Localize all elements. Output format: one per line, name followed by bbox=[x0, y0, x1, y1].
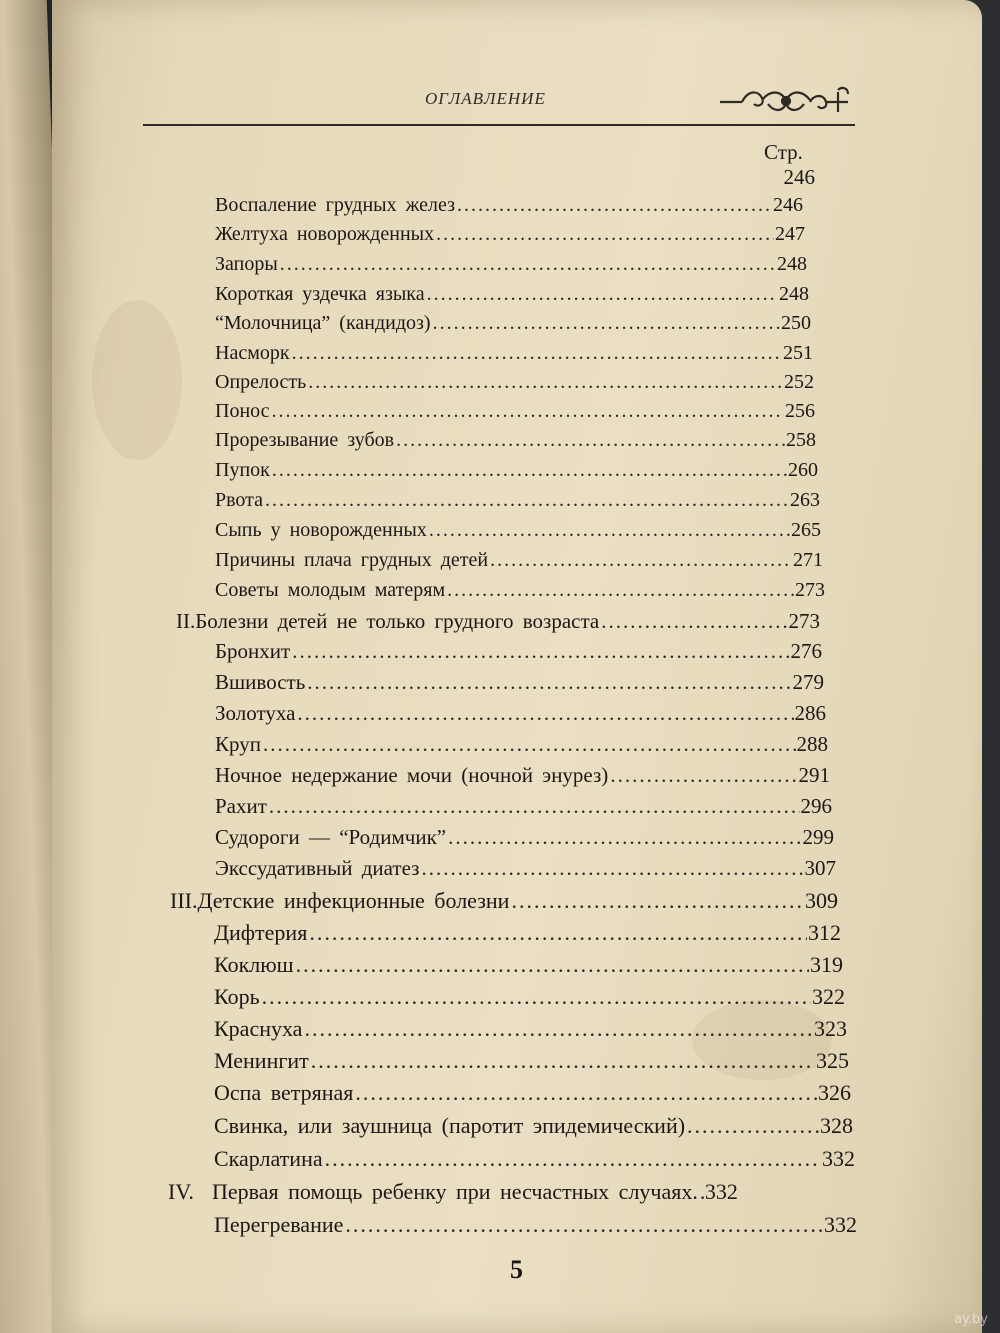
toc-entry bbox=[214, 1080, 851, 1106]
entry-page: 273 bbox=[788, 609, 820, 633]
dot-leader bbox=[269, 794, 800, 819]
entry-title: Золотуха bbox=[215, 701, 296, 725]
toc-entry bbox=[214, 1048, 849, 1074]
dot-leader bbox=[427, 283, 778, 306]
dot-leader bbox=[396, 429, 785, 452]
toc-entry bbox=[215, 519, 821, 542]
entry-title: Советы молодым матерям bbox=[215, 579, 446, 601]
toc-entry bbox=[215, 459, 818, 482]
entry-title: Перегревание bbox=[214, 1212, 344, 1237]
toc-entry bbox=[215, 371, 814, 394]
entry-title: Дифтерия bbox=[214, 920, 308, 945]
dot-leader bbox=[309, 920, 807, 946]
toc-entry bbox=[215, 400, 815, 423]
toc-entry bbox=[215, 283, 809, 306]
toc-entry bbox=[215, 489, 820, 512]
dot-leader bbox=[292, 639, 789, 664]
toc-entry bbox=[215, 701, 826, 726]
dot-leader bbox=[355, 1080, 817, 1106]
dot-leader bbox=[272, 459, 787, 482]
entry-title: Скарлатина bbox=[214, 1146, 323, 1171]
header-title: ОГЛАВЛЕНИЕ bbox=[425, 89, 546, 108]
entry-page: 299 bbox=[802, 825, 834, 849]
dot-leader bbox=[448, 825, 801, 850]
entry-title: Запоры bbox=[215, 253, 278, 275]
dot-leader bbox=[307, 670, 791, 695]
toc-entry bbox=[215, 342, 813, 365]
toc-entry bbox=[214, 920, 841, 946]
entry-page: 323 bbox=[814, 1016, 847, 1041]
toc-entry bbox=[215, 194, 803, 217]
dot-leader bbox=[490, 549, 792, 572]
entry-title: Вшивость bbox=[215, 670, 306, 694]
entry-title: Насморк bbox=[215, 342, 290, 364]
entry-page: 265 bbox=[791, 519, 821, 541]
entry-page: 322 bbox=[812, 984, 845, 1009]
entry-page: 291 bbox=[798, 763, 830, 787]
toc-entry bbox=[215, 732, 828, 757]
dot-leader bbox=[297, 701, 793, 726]
dot-leader bbox=[296, 952, 809, 978]
entry-page: 325 bbox=[816, 1048, 849, 1073]
toc-section-entry bbox=[170, 888, 838, 914]
toc-entry bbox=[215, 253, 807, 276]
dot-leader bbox=[457, 194, 772, 217]
dot-leader bbox=[511, 888, 804, 914]
dot-leader bbox=[429, 519, 790, 542]
dot-leader bbox=[421, 856, 803, 881]
entry-page: 248 bbox=[777, 253, 807, 275]
entry-page: 263 bbox=[790, 489, 820, 511]
dot-leader bbox=[311, 1048, 815, 1074]
toc-entry bbox=[214, 984, 845, 1010]
entry-title: Причины плача грудных детей bbox=[215, 549, 489, 571]
entry-page: 328 bbox=[820, 1113, 853, 1138]
dot-leader bbox=[308, 371, 783, 394]
toc-entry bbox=[214, 1212, 857, 1238]
entry-page: 258 bbox=[786, 429, 816, 451]
entry-title: “Молочница” (кандидоз) bbox=[215, 312, 431, 334]
entry-title: Первая помощь ребенку при несчастных случаях. bbox=[212, 1179, 698, 1204]
entry-title: Прорезывание зубов bbox=[215, 429, 395, 451]
entry-page: 288 bbox=[796, 732, 828, 756]
toc-entry bbox=[214, 1113, 853, 1139]
entry-page: 248 bbox=[779, 283, 809, 305]
dot-leader bbox=[687, 1113, 819, 1139]
dot-leader bbox=[447, 579, 794, 602]
entry-page: 319 bbox=[810, 952, 843, 977]
entry-title: Ночное недержание мочи (ночной энурез) bbox=[215, 763, 609, 787]
toc-entry bbox=[215, 579, 825, 602]
entry-title: Судороги — “Родимчик” bbox=[215, 825, 447, 849]
entry-title: Желтуха новорожденных bbox=[215, 223, 435, 245]
section-numeral: II. bbox=[176, 609, 196, 633]
entry-title: Экссудативный диатез bbox=[215, 856, 420, 880]
entry-page: 247 bbox=[775, 223, 805, 245]
entry-title: Болезни детей не только грудного возраста bbox=[195, 609, 600, 633]
entry-page: 250 bbox=[781, 312, 811, 334]
entry-page: 307 bbox=[804, 856, 836, 880]
watermark: ay.by bbox=[954, 1312, 988, 1327]
toc-entry bbox=[215, 223, 805, 246]
dot-leader bbox=[610, 763, 797, 788]
toc-section-entry bbox=[176, 609, 820, 634]
entry-page: 332 bbox=[822, 1146, 855, 1171]
section-numeral: III. bbox=[170, 888, 198, 913]
entry-page: 332 bbox=[704, 1179, 738, 1204]
toc-entry bbox=[214, 952, 843, 978]
entry-title: Короткая уздечка языка bbox=[215, 283, 425, 305]
entry-title: Опрелость bbox=[215, 371, 307, 393]
toc-entry bbox=[215, 549, 823, 572]
toc-entry bbox=[214, 1016, 847, 1042]
dot-leader bbox=[325, 1146, 821, 1172]
dot-leader bbox=[263, 732, 796, 757]
toc-entry bbox=[215, 763, 830, 788]
entry-page: 276 bbox=[790, 639, 822, 663]
entry-page: 246 bbox=[773, 194, 803, 216]
dot-leader bbox=[265, 489, 789, 512]
entry-title: Детские инфекционные болезни bbox=[197, 888, 510, 913]
dot-leader bbox=[262, 984, 811, 1010]
entry-title: Рахит bbox=[215, 794, 267, 818]
dot-leader bbox=[700, 1179, 704, 1205]
toc-entry bbox=[215, 794, 832, 819]
dot-leader bbox=[436, 223, 774, 246]
entry-page: 279 bbox=[792, 670, 824, 694]
dot-leader bbox=[433, 312, 780, 335]
toc-entry bbox=[215, 639, 822, 664]
entry-page: 260 bbox=[788, 459, 818, 481]
toc-section-entry bbox=[168, 1179, 857, 1205]
entry-title: Бронхит bbox=[215, 639, 291, 663]
toc-entry bbox=[215, 165, 815, 190]
entry-title: Коклюш bbox=[214, 952, 294, 977]
entry-page: 286 bbox=[794, 701, 826, 725]
entry-page: 332 bbox=[824, 1212, 857, 1237]
entry-title: Понос bbox=[215, 400, 270, 422]
entry-page: 256 bbox=[785, 400, 815, 422]
page-column-label: Стр. bbox=[764, 140, 803, 164]
toc-entry bbox=[215, 856, 836, 881]
entry-page: 251 bbox=[783, 342, 813, 364]
entry-title: Круп bbox=[215, 732, 261, 756]
dot-leader bbox=[280, 253, 776, 276]
entry-page: 312 bbox=[808, 920, 841, 945]
entry-page: 326 bbox=[818, 1080, 851, 1105]
entry-title: Оспа ветряная bbox=[214, 1080, 354, 1105]
entry-title: Воспаление грудных желез bbox=[215, 194, 456, 216]
entry-title: Пупок bbox=[215, 459, 270, 481]
page-number: 5 bbox=[510, 1255, 523, 1284]
toc-entry bbox=[215, 312, 811, 335]
entry-title: Сыпь у новорожденных bbox=[215, 519, 427, 541]
section-numeral: IV. bbox=[168, 1179, 194, 1204]
entry-title: Менингит bbox=[214, 1048, 309, 1073]
entry-title: Свинка, или заушница (паротит эпидемический) bbox=[214, 1113, 686, 1138]
dot-leader bbox=[601, 609, 787, 634]
toc-entry bbox=[215, 429, 816, 452]
dot-leader bbox=[272, 400, 784, 423]
entry-title: Корь bbox=[214, 984, 260, 1009]
entry-page: 309 bbox=[805, 888, 838, 913]
toc-entry bbox=[215, 825, 834, 850]
dot-leader bbox=[304, 1016, 813, 1042]
entry-page: 271 bbox=[793, 549, 823, 571]
entry-page: 252 bbox=[784, 371, 814, 393]
entry-page: 273 bbox=[795, 579, 825, 601]
toc-entry bbox=[214, 1146, 855, 1172]
entry-title: Рвота bbox=[215, 489, 264, 511]
dot-leader bbox=[292, 342, 782, 365]
entry-title: Краснуха bbox=[214, 1016, 303, 1041]
dot-leader bbox=[345, 1212, 823, 1238]
entry-page: 246 bbox=[783, 165, 815, 189]
toc-entry bbox=[215, 670, 824, 695]
entry-page: 296 bbox=[800, 794, 832, 818]
